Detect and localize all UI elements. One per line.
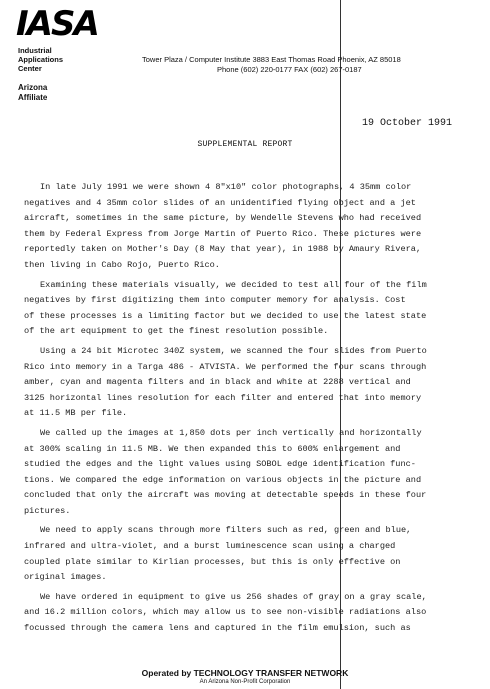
iasa-logo: IASA <box>16 4 98 44</box>
report-date: 19 October 1991 <box>362 118 453 129</box>
text-line: then living in Cabo Rojo, Puerto Rico. <box>24 259 220 270</box>
text-line: of the art equipment to get the finest resolution possible. <box>24 326 329 337</box>
text-line: aircraft, sometimes in the same picture, by Wendelle Stevens who had received <box>24 213 422 224</box>
text-line: at 300% scaling in 11.5 MB. We then expanded this to 600% enlargement and <box>24 443 401 454</box>
text-line: reportedly taken on Mother's Day (8 May that year), in 1988 by Amaury Rivera, <box>24 244 422 255</box>
text-line: focussed through the camera lens and captured in the film emulsion, such as <box>24 623 411 634</box>
footer-corporation: An Arizona Non-Profit Corporation <box>199 679 291 685</box>
paragraph <box>24 426 480 520</box>
paragraph <box>24 344 480 422</box>
paragraph <box>24 590 480 637</box>
letter-footer <box>0 668 490 686</box>
text-line: Examining these materials visually, we decided to test all four of the film <box>40 279 427 290</box>
text-line: and 16.2 million colors, which may allow us to see non-visible radiations also <box>24 607 427 618</box>
text-line: We called up the images at 1,850 dots per inch vertically and horizontally <box>40 427 422 438</box>
text-line: concluded that only the aircraft was moving at detectable speeds in these four <box>24 490 427 501</box>
text-line: pictures. <box>24 505 71 516</box>
letterhead-address <box>142 55 401 75</box>
text-line: Rico into memory in a Targa 486 - ATVISTA. We performed the four scans through <box>24 361 427 372</box>
phone-fax-line: Phone (602) 220-0177 FAX (602) 267-0187 <box>217 65 362 74</box>
text-line: studied the edges and the light values using SOBOL edge identification func- <box>24 459 416 470</box>
text-line: 3125 horizontal lines resolution for each filter and entered that into memory <box>24 392 422 403</box>
org-line: Industrial <box>18 46 52 55</box>
org-line: Center <box>18 64 42 73</box>
affiliate-label <box>18 83 47 103</box>
affiliate-line: Arizona <box>18 83 48 92</box>
text-line: In late July 1991 we were shown 4 8"x10" color photographs, 4 35mm color <box>40 182 412 192</box>
footer-operator: Operated by TECHNOLOGY TRANSFER NETWORK <box>141 668 349 678</box>
text-line: negatives and 4 35mm color slides of an unidentified flying object and a jet <box>24 197 416 208</box>
paragraph <box>24 523 480 585</box>
text-line: We need to apply scans through more filters such as red, green and blue, <box>40 525 412 536</box>
text-line: negatives by first digitizing them into computer memory for analysis. Cost <box>24 295 406 306</box>
report-title: SUPPLEMENTAL REPORT <box>197 140 293 149</box>
text-line: tions. We compared the edge information on various objects in the picture and <box>24 474 422 485</box>
text-line: at 11.5 MB per file. <box>24 408 128 419</box>
affiliate-line: Affiliate <box>18 93 48 102</box>
text-line: original images. <box>24 572 107 583</box>
text-line: them by Federal Express from Jorge Martin of Puerto Rico. These pictures were <box>24 228 422 239</box>
report-body <box>24 180 480 641</box>
text-line: Using a 24 bit Microtec 340Z system, we scanned the four slides from Puerto <box>40 345 427 356</box>
text-line: coupled plate similar to Kirlian processes, but this is only effective on <box>24 556 401 567</box>
text-line: amber, cyan and magenta filters and in black and white at 2288 vertical and <box>24 377 411 388</box>
address-line: Tower Plaza / Computer Institute 3883 East Thomas Road Phoenix, AZ 85018 <box>142 55 401 64</box>
text-line: infrared and ultra-violet, and a burst luminescence scan using a charged <box>24 541 396 552</box>
paragraph <box>24 180 480 274</box>
paragraph <box>24 278 480 340</box>
text-line: We have ordered in equipment to give us 256 shades of gray on a gray scale, <box>40 591 427 602</box>
org-name <box>18 46 63 73</box>
text-line: of these processes is a limiting factor but we decided to use the latest state <box>24 310 427 321</box>
org-line: Applications <box>18 55 64 64</box>
